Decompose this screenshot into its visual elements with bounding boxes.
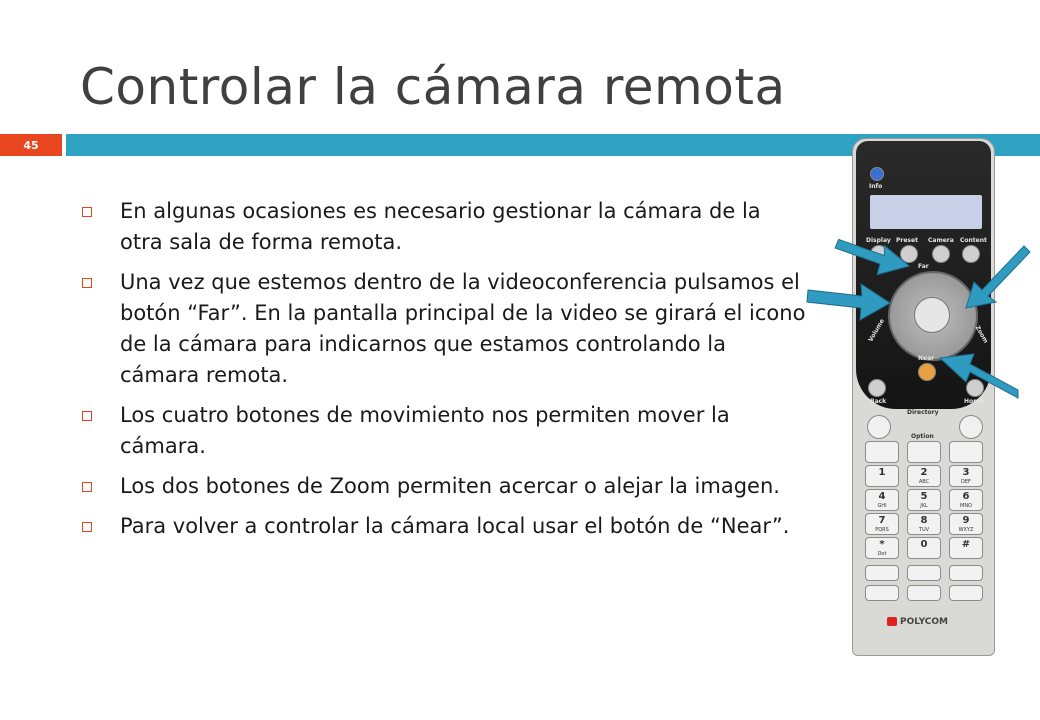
preset-label: Preset xyxy=(896,237,918,244)
key-8: 8 TUV xyxy=(907,513,941,535)
key-1: 1 xyxy=(865,465,899,487)
key-5: 5 JKL xyxy=(907,489,941,511)
bullet-text: Los cuatro botones de movimiento nos permiten mover la cámara. xyxy=(120,403,730,458)
directory-label: Directory xyxy=(907,409,939,416)
key-star: * Dot xyxy=(865,537,899,559)
key-3: 3 DEF xyxy=(949,465,983,487)
slide-number: 45 xyxy=(0,134,62,156)
key-hash: # xyxy=(949,537,983,559)
bullet-text: Los dos botones de Zoom permiten acercar o alejar la imagen. xyxy=(120,474,780,498)
key-4: 4 GHI xyxy=(865,489,899,511)
slide-title: Controlar la cámara remota xyxy=(80,58,786,116)
key-6: 6 MNO xyxy=(949,489,983,511)
key-7: 7 PQRS xyxy=(865,513,899,535)
bullet-text: Para volver a controlar la cámara local usar el botón de “Near”. xyxy=(120,514,790,538)
zoom-label: Zoom xyxy=(973,324,990,345)
bullet-text: Una vez que estemos dentro de la videoconferencia pulsamos el botón “Far”. En la pantalla principal de la video se girará el icono de la cámara para indicarnos que estamos controlando la cámara remota. xyxy=(120,270,806,387)
home-label: Home xyxy=(964,398,984,405)
key-0: 0 xyxy=(907,537,941,559)
camera-label: Camera xyxy=(928,237,954,244)
volume-label: Volume xyxy=(867,317,886,344)
arrow-left-icon xyxy=(807,284,890,320)
far-label: Far xyxy=(918,263,929,270)
display-label: Display xyxy=(866,237,891,244)
arrow-up-icon xyxy=(832,237,912,280)
content-label: Content xyxy=(960,237,987,244)
back-label: Back xyxy=(870,398,887,405)
near-label: Near xyxy=(918,355,935,362)
arrow-down-icon xyxy=(940,354,1018,398)
bullet-text: En algunas ocasiones es necesario gestionar la cámara de la otra sala de forma remota. xyxy=(120,199,761,254)
option-label: Option xyxy=(911,433,934,440)
key-2: 2 ABC xyxy=(907,465,941,487)
polycom-logo: POLYCOM xyxy=(887,617,948,627)
info-label: Info xyxy=(869,183,883,190)
arrow-right-icon xyxy=(966,246,1030,308)
key-9: 9 WXYZ xyxy=(949,513,983,535)
